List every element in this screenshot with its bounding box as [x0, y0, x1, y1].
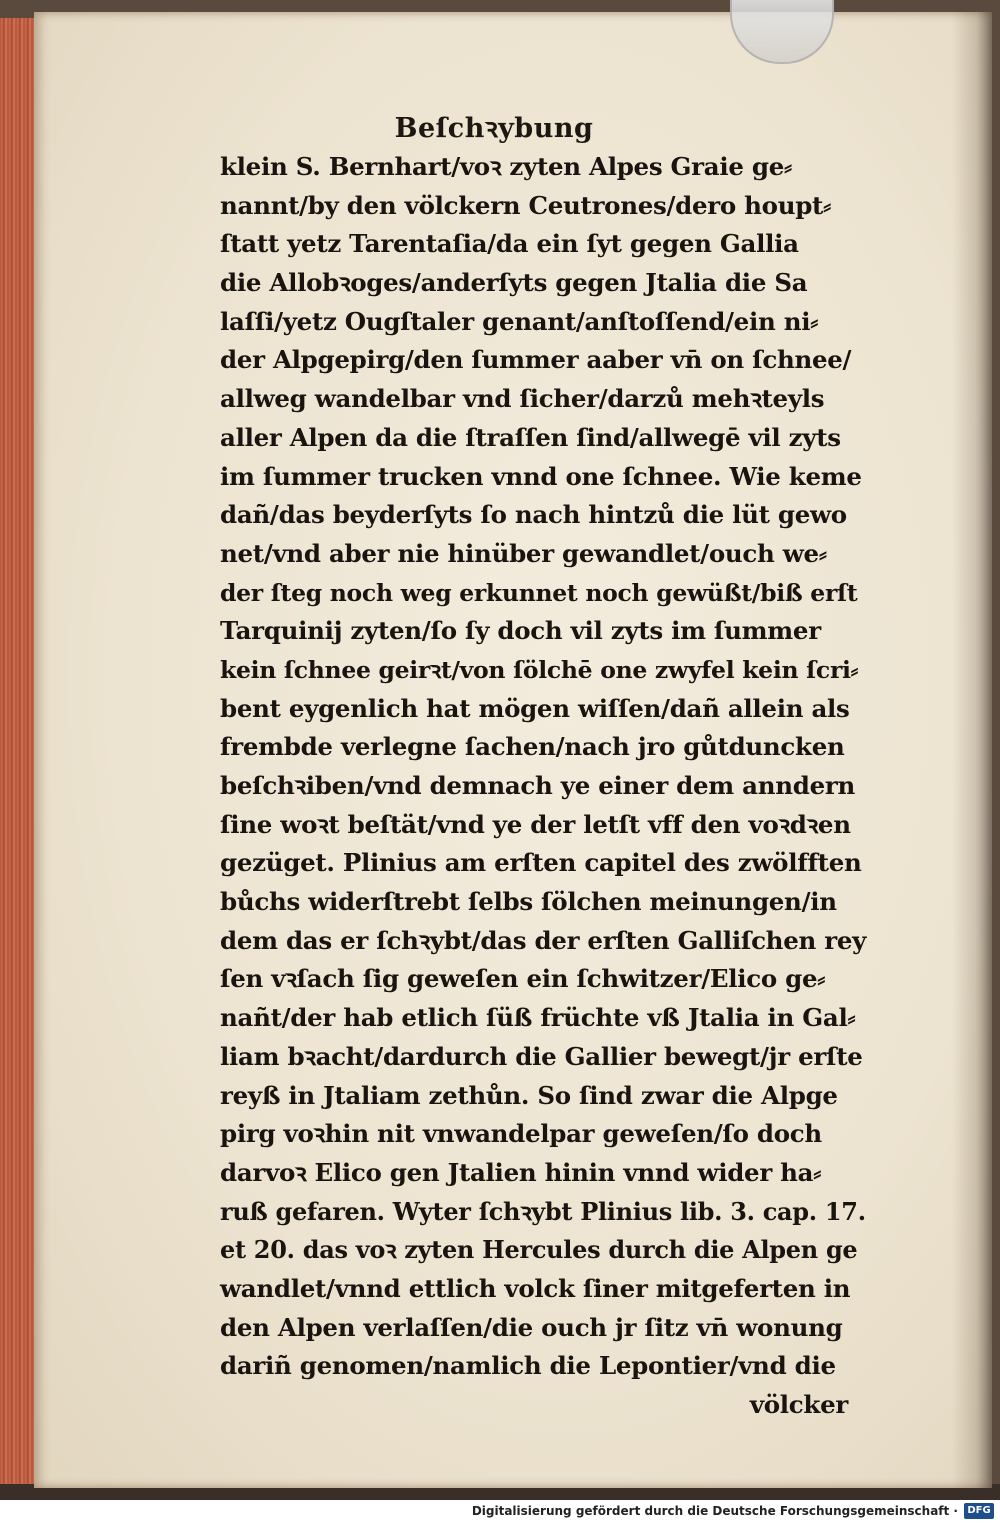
text-line: dañ/das beyderſyts ſo nach hintzů die lüt gewo: [220, 500, 847, 530]
text-line: klein S. Bernhart/voꝛ zyten Alpes Graie ge⸗: [220, 152, 792, 181]
footer-bar: [0, 1500, 1000, 1524]
text-line: ſine woꝛt beſtät/vnd ye der letſt vff den voꝛdꝛen: [220, 809, 851, 839]
page-gutter: [952, 12, 992, 1488]
text-line: kein ſchnee geirꝛt/von ſölchē one zwyfel kein ſcri⸗: [220, 655, 859, 684]
text-line: laſſi/yetz Ougſtaler genant/anſtoſſend/ein ni⸗: [220, 306, 819, 336]
text-line: gezüget. Plinius am erſten capitel des zwölfften: [220, 848, 862, 878]
text-line: bent eygenlich hat mögen wiſſen/dañ allein als: [220, 693, 850, 723]
page-fore-edge: [0, 18, 35, 1496]
text-line: net/vnd aber nie hinüber gewandlet/ouch we⸗: [220, 538, 827, 568]
dfg-logo-icon: DFG: [964, 1503, 994, 1519]
text-line: dem das er ſchꝛybt/das der erſten Galliſchen rey: [220, 925, 867, 955]
text-line: ſtatt yetz Tarentaſia/da ein ſyt gegen Gallia: [220, 229, 799, 259]
text-line: der Alpgepirg/den ſummer aaber vn̄ on ſchnee/: [220, 345, 852, 375]
text-line: die Allobꝛoges/anderſyts gegen Jtalia die Sa: [220, 268, 808, 298]
running-head: Beſchꝛybung: [394, 113, 594, 144]
text-line: aller Alpen da die ſtraſſen ſind/allwegē vil zyts: [220, 422, 841, 452]
catchword: völcker: [749, 1390, 848, 1419]
text-line: et 20. das voꝛ zyten Hercules durch die Alpen ge: [220, 1235, 858, 1265]
text-line: liam bꝛacht/dardurch die Gallier bewegt/jr erſte: [220, 1041, 863, 1071]
text-line: nannt/by den völckern Ceutrones/dero houpt⸗: [220, 190, 831, 220]
text-line: dariñ genomen/namlich die Lepontier/vnd die: [220, 1351, 836, 1381]
text-line: nañt/der hab etlich ſüß früchte vß Jtalia in Gal⸗: [220, 1003, 856, 1033]
text-line: darvoꝛ Elico gen Jtalien hinin vnnd wider ha⸗: [220, 1157, 822, 1187]
text-line: wandlet/vnnd ettlich volck ſiner mitgeferten in: [220, 1273, 851, 1303]
text-line: ruß gefaren. Wyter ſchꝛybt Plinius lib. 3. cap. 17.: [220, 1196, 866, 1226]
text-line: der ſteg noch weg erkunnet noch gewüßt/biß erſt: [220, 578, 858, 607]
text-line: pirg voꝛhin nit vnwandelpar geweſen/ſo doch: [220, 1119, 822, 1149]
text-line: beſchꝛiben/vnd demnach ye einer dem anndern: [220, 771, 855, 800]
text-line: ſen vꝛſach ſig geweſen ein ſchwitzer/Elico ge⸗: [220, 964, 826, 994]
text-line: allweg wandelbar vnd ſicher/darzů mehꝛteyls: [220, 384, 825, 414]
text-line: bůchs widerſtrebt ſelbs ſölchen meinungen/in: [220, 887, 837, 917]
text-block: [220, 148, 870, 1425]
text-line: reyß in Jtaliam zethůn. So ſind zwar die Alpge: [220, 1080, 838, 1110]
funding-credit: Digitalisierung gefördert durch die Deutsche Forschungsgemeinschaft ·: [471, 1504, 958, 1518]
text-line: Tarquinij zyten/ſo ſy doch vil zyts im ſummer: [220, 616, 821, 646]
text-line: frembde verlegne ſachen/nach jro gůtduncken: [220, 732, 845, 762]
text-line: im ſummer trucken vnnd one ſchnee. Wie keme: [220, 461, 862, 491]
text-line: den Alpen verlaſſen/die ouch jr ſitz vn̄ wonung: [220, 1312, 843, 1342]
